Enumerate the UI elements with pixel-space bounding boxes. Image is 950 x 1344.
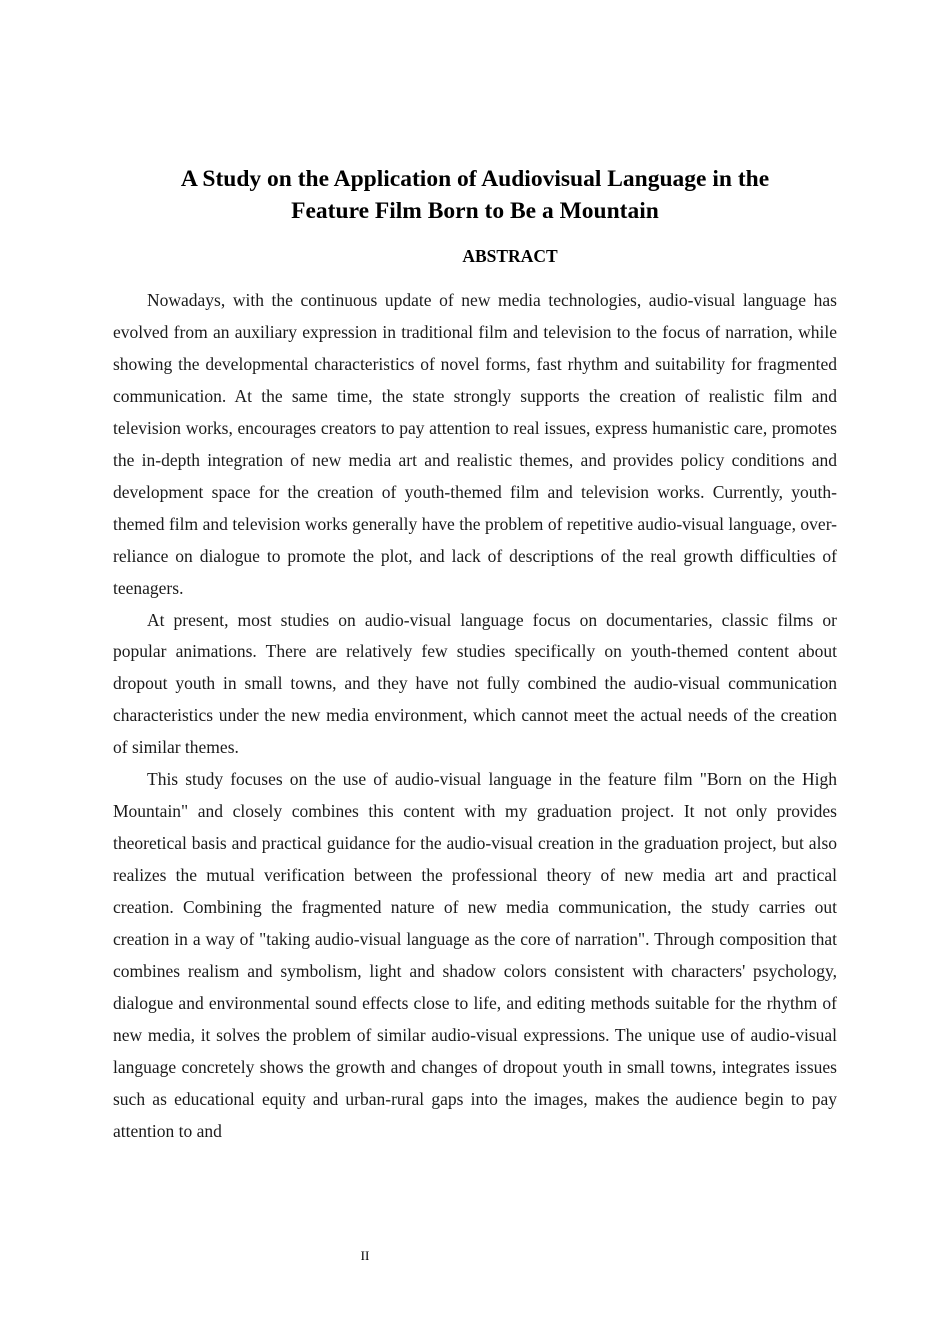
page-number: II: [360, 1248, 370, 1263]
abstract-paragraph-3: This study focuses on the use of audio-visual language in the feature film "Born on the High Mountain" and closely combines this content with my graduation project. It not only provides theoretical basis and practical guidance for the audio-visual creation in the graduation project, but also realizes the mutual verification between the professional theory of new media art and practical creation. Combining the fragmented nature of new media communication, the study carries out creation in a way of "taking audio-visual language as the core of narration". Through composition that combines realism and symbolism, light and shadow colors consistent with characters' psychology, dialogue and environmental sound effects close to life, and editing methods suitable for the rhythm of new media, it solves the problem of similar audio-visual expressions. The unique use of audio-visual language concretely shows the growth and changes of dropout youth in small towns, integrates issues such as educational equity and urban-rural gaps into the images, makes the audience begin to pay attention to and: [113, 769, 837, 1141]
paper-title-line-2: Feature Film Born to Be a Mountain: [291, 198, 659, 224]
abstract-paragraph-2: At present, most studies on audio-visual language focus on documentaries, classic films or popular animations. There are relatively few studies specifically on youth-themed content about dropout youth in small towns, and they have not fully combined the audio-visual communication characteristics under the new media environment, which cannot meet the actual needs of the creation of similar themes.: [113, 609, 837, 758]
abstract-body: [113, 285, 837, 1148]
abstract-heading: ABSTRACT: [462, 246, 558, 266]
paper-title-line-1: A Study on the Application of Audiovisual Language in the: [180, 166, 770, 192]
abstract-paragraph-1: Nowadays, with the continuous update of new media technologies, audio-visual language has evolved from an auxiliary expression in traditional film and television to the focus of narration, while showing the developmental characteristics of novel forms, fast rhythm and suitability for fragmented communication. At the same time, the state strongly supports the creation of realistic film and television works, encourages creators to pay attention to real issues, express humanistic care, promotes the in-depth integration of new media art and realistic themes, and provides policy conditions and development space for the creation of youth-themed film and television works. Currently, youth-themed film and television works generally have the problem of repetitive audio-visual language, over-reliance on dialogue to promote the plot, and lack of descriptions of the real growth difficulties of teenagers.: [113, 290, 837, 598]
paper-title: [113, 163, 837, 227]
